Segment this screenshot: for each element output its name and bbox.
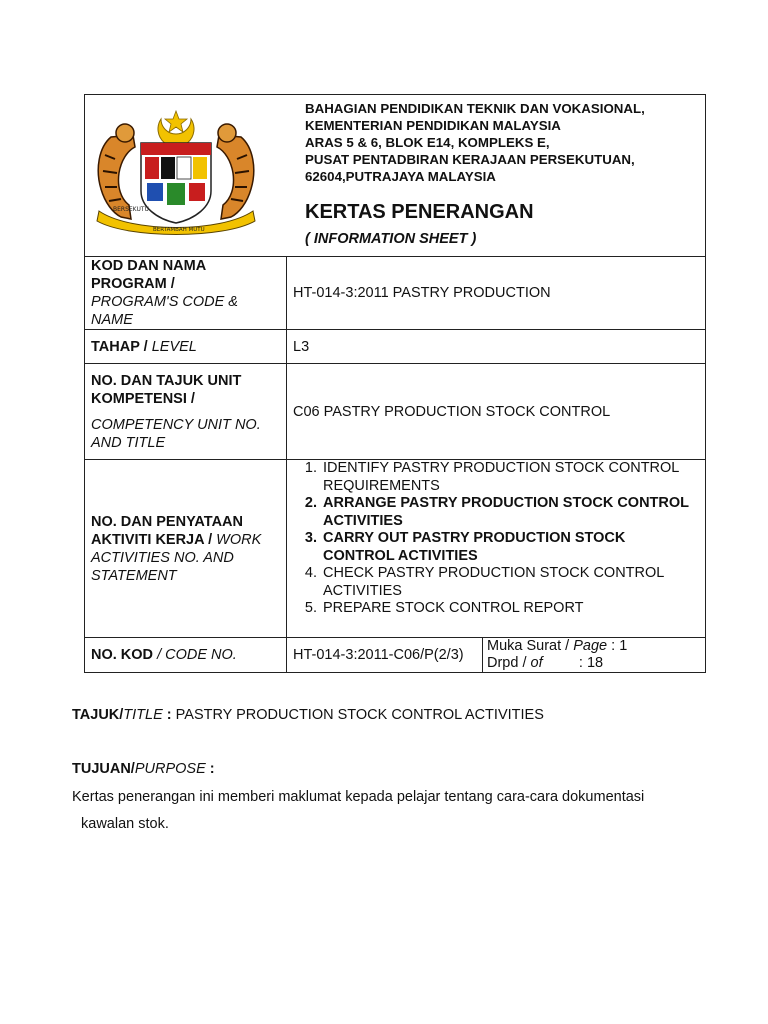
activities-list [293,460,699,618]
address-line: BAHAGIAN PENDIDIKAN TEKNIK DAN VOKASIONAL, [305,101,645,116]
svg-text:BERSEKUTU: BERSEKUTU [113,206,149,213]
address-line: PUSAT PENTADBIRAN KERAJAAN PERSEKUTUAN, [305,152,635,167]
list-item: 2. ARRANGE PASTRY PRODUCTION STOCK CONTROL ACTIVITIES [321,495,699,530]
program-label: KOD DAN NAMA PROGRAM / PROGRAM'S CODE & NAME [85,257,287,330]
address-line: ARAS 5 & 6, BLOK E14, KOMPLEKS E, [305,135,550,150]
list-item: 5. PREPARE STOCK CONTROL REPORT [321,600,699,618]
address-line: 62604,PUTRAJAYA MALAYSIA [305,169,496,184]
table-row [85,330,706,364]
unit-label: NO. DAN TAJUK UNIT KOMPETENSI / COMPETENCY UNIT NO. AND TITLE [85,364,287,460]
table-row [85,460,706,638]
svg-text:BERTAMBAH MUTU: BERTAMBAH MUTU [153,227,205,233]
program-value: HT-014-3:2011 PASTRY PRODUCTION [287,257,706,330]
ministry-address [305,100,645,185]
header-cell [85,95,706,257]
table-row [85,364,706,460]
table-row [85,257,706,330]
level-label: TAHAP / LEVEL [85,330,287,364]
document-title: TAJUK/TITLE : PASTRY PRODUCTION STOCK CONTROL ACTIVITIES [72,707,544,723]
purpose-text: kawalan stok. [81,816,169,832]
page-info: Muka Surat / Page : 1 Drpd / of : 18 [483,638,706,673]
list-item: 4. CHECK PASTRY PRODUCTION STOCK CONTROL ACTIVITIES [321,565,699,600]
unit-value: C06 PASTRY PRODUCTION STOCK CONTROL [287,364,706,460]
crest-logo [91,107,261,237]
sheet-title: KERTAS PENERANGAN [305,201,534,223]
sheet-subtitle: ( INFORMATION SHEET ) [305,231,477,247]
list-item: 1. IDENTIFY PASTRY PRODUCTION STOCK CONTROL REQUIREMENTS [321,460,699,495]
purpose-heading: TUJUAN/PURPOSE : [72,761,215,777]
purpose-text: Kertas penerangan ini memberi maklumat kepada pelajar tentang cara-cara dokumentasi [72,789,645,805]
level-value: L3 [287,330,706,364]
code-value: HT-014-3:2011-C06/P(2/3) [287,638,483,673]
list-item: 3. CARRY OUT PASTRY PRODUCTION STOCK CONTROL ACTIVITIES [321,530,699,565]
code-label: NO. KOD / CODE NO. [85,638,287,673]
header-table [84,94,706,673]
activities-value [287,460,706,638]
address-line: KEMENTERIAN PENDIDIKAN MALAYSIA [305,118,561,133]
activities-label: NO. DAN PENYATAAN AKTIVITI KERJA / WORK ACTIVITIES NO. AND STATEMENT [85,460,287,638]
table-row [85,638,706,673]
